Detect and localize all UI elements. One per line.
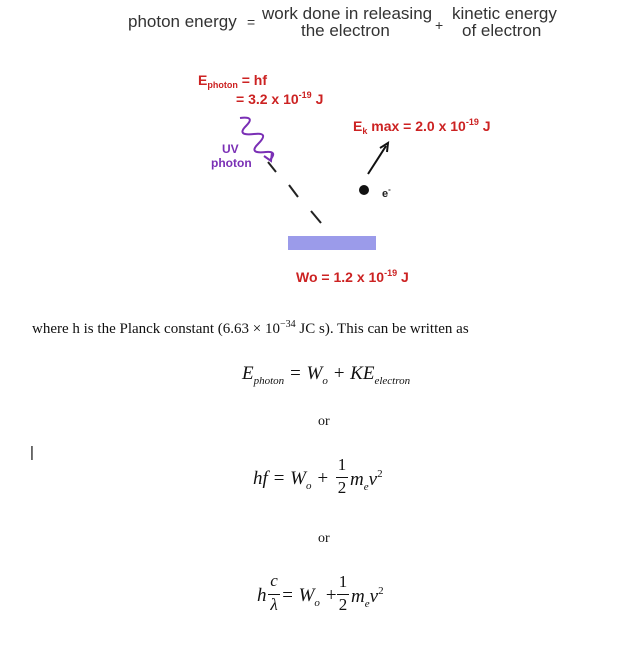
eq3-rhs: = $W_o$ + — [281, 585, 338, 609]
diagram-graphics — [0, 60, 622, 290]
equation-hf — [250, 452, 410, 504]
electron-arrow-shaft — [368, 146, 386, 174]
photon-path-dash-3 — [311, 211, 321, 223]
photon-energy-term: photon energy — [128, 12, 237, 31]
or-separator-2: or — [318, 531, 330, 546]
ek-max-label: $E_k$ max = 2.0 x $10^{-19}$ J — [353, 117, 491, 136]
eq3-numerator: c — [270, 571, 278, 590]
photon-label: photon — [211, 156, 252, 170]
eq2-mass-velocity: $m_ev^2$ — [350, 468, 383, 493]
photoelectric-diagram — [0, 60, 622, 290]
equals-sign: = — [247, 14, 256, 30]
eq3-denominator-2: 2 — [338, 595, 348, 614]
photon-path-dash-1 — [268, 162, 276, 172]
photon-arrowhead-icon — [264, 152, 272, 161]
metal-plate — [288, 236, 376, 250]
work-done-term-line2: the electron — [301, 21, 390, 40]
photon-path-dash-2 — [289, 185, 298, 197]
uv-label: UV — [222, 142, 239, 156]
eq3-mass-velocity: $m_ev^2$ — [351, 585, 384, 610]
kinetic-energy-term-line2: of electron — [462, 21, 542, 40]
planck-sentence: where h is the Planck constant ($6.63 \times 10^{-34}$ JC s). This can be written as — [32, 319, 469, 337]
eq2-denominator: 2 — [337, 478, 347, 497]
text-cursor[interactable]: | — [30, 444, 34, 461]
work-done-term-line1: work done in releasing — [262, 4, 433, 23]
electron-dot — [359, 185, 369, 195]
kinetic-energy-term-line1: kinetic energy — [452, 4, 557, 23]
eq2-lhs: hf = $W_o$ + — [253, 468, 330, 492]
ephoton-formula: $E_{photon}$ = hf — [198, 72, 268, 90]
equation-hc-lambda — [255, 568, 415, 624]
eq2-numerator: 1 — [337, 455, 347, 474]
equation-ephoton: $E_{photon} = W_o + KE_{electron}$ — [242, 363, 411, 387]
work-function-label: Wo = 1.2 x $10^{-19}$ J — [296, 268, 409, 285]
photon-wave-icon — [240, 118, 273, 160]
or-separator-1: or — [318, 414, 330, 429]
ephoton-value: = 3.2 x $10^{-19}$ J — [236, 90, 324, 107]
electron-label: e- — [382, 185, 391, 200]
eq3-numerator-2: 1 — [338, 572, 348, 591]
plus-sign: + — [435, 17, 444, 33]
word-equation — [0, 0, 622, 50]
eq3-h: h — [257, 585, 267, 606]
eq3-denominator: λ — [270, 595, 278, 614]
